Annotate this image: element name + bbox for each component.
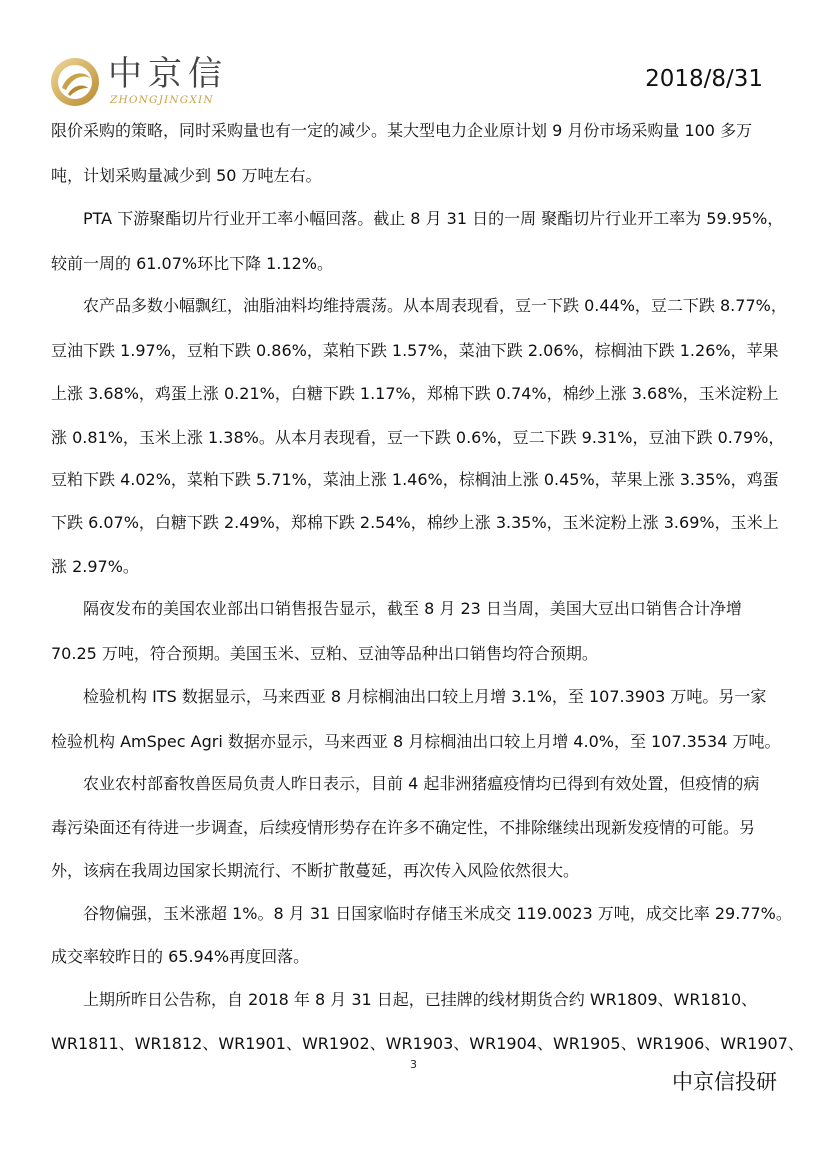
logo-emblem-icon bbox=[48, 54, 102, 108]
text-line: 检验机构 ITS 数据显示，马来西亚 8 月棕榈油出口较上月增 3.1%，至 107.3903 万吨。另一家 bbox=[83, 687, 767, 706]
text-line: 农业农村部畜牧兽医局负责人昨日表示，目前 4 起非洲猪瘟疫情均已得到有效处置，但疫情的病 bbox=[83, 774, 760, 793]
text-line: WR1811、WR1812、WR1901、WR1902、WR1903、WR1904、WR1905、WR1906、WR1907、 bbox=[51, 1034, 804, 1053]
text-line: 下跌 6.07%，白糖下跌 2.49%，郑棉下跌 2.54%，棉纱上涨 3.35%，玉米淀粉上涨 3.69%，玉米上 bbox=[51, 513, 779, 532]
text-line: 农产品多数小幅飘红，油脂油料均维持震荡。从本周表现看，豆一下跌 0.44%，豆二下跌 8.77%， bbox=[83, 296, 787, 315]
text-line: 上期所昨日公告称，自 2018 年 8 月 31 日起，已挂牌的线材期货合约 WR1809、WR1810、 bbox=[83, 990, 758, 1009]
text-line: 豆粕下跌 4.02%，菜粕下跌 5.71%，菜油上涨 1.46%，棕榈油上涨 0.45%，苹果上涨 3.35%，鸡蛋 bbox=[51, 470, 779, 489]
page-header bbox=[48, 54, 778, 118]
text-line: 较前一周的 61.07%环比下降 1.12%。 bbox=[51, 254, 334, 273]
footer-brand: 中京信投研 bbox=[672, 1070, 777, 1094]
text-line: 吨，计划采购量减少到 50 万吨左右。 bbox=[51, 166, 322, 185]
text-line: 毒污染面还有待进一步调查，后续疫情形势存在许多不确定性，不排除继续出现新发疫情的可能。另 bbox=[51, 818, 756, 837]
text-line: 成交率较昨日的 65.94%再度回落。 bbox=[51, 947, 310, 966]
logo-chinese-name: 中京信 bbox=[108, 54, 228, 94]
text-line: 70.25 万吨，符合预期。美国玉米、豆粕、豆油等品种出口销售均符合预期。 bbox=[51, 644, 598, 663]
text-line: 上涨 3.68%，鸡蛋上涨 0.21%，白糖下跌 1.17%，郑棉下跌 0.74%，棉纱上涨 3.68%，玉米淀粉上 bbox=[51, 384, 779, 403]
text-line: 检验机构 AmSpec Agri 数据亦显示，马来西亚 8 月棕榈油出口较上月增 4.0%，至 107.3534 万吨。 bbox=[51, 732, 781, 751]
text-line: 豆油下跌 1.97%，豆粕下跌 0.86%，菜粕下跌 1.57%，菜油下跌 2.06%，棕榈油下跌 1.26%，苹果 bbox=[51, 341, 779, 360]
text-line: 谷物偏强，玉米涨超 1%。8 月 31 日国家临时存储玉米成交 119.0023 万吨，成交比率 29.77%。 bbox=[83, 904, 792, 923]
report-date: 2018/8/31 bbox=[645, 66, 763, 92]
text-line: 涨 0.81%，玉米上涨 1.38%。从本月表现看，豆一下跌 0.6%，豆二下跌 9.31%，豆油下跌 0.79%， bbox=[51, 428, 785, 447]
text-line: PTA 下游聚酯切片行业开工率小幅回落。截止 8 月 31 日的一周 聚酯切片行业开工率为 59.95%， bbox=[83, 209, 784, 228]
text-line: 外，该病在我周边国家长期流行、不断扩散蔓延，再次传入风险依然很大。 bbox=[51, 861, 580, 880]
page-number: 3 bbox=[410, 1058, 417, 1071]
logo-english-name: ZHONGJINGXIN bbox=[110, 94, 214, 106]
company-logo bbox=[48, 54, 228, 108]
text-line: 涨 2.97%。 bbox=[51, 557, 139, 576]
text-line: 隔夜发布的美国农业部出口销售报告显示，截至 8 月 23 日当周，美国大豆出口销售合计净增 bbox=[83, 599, 742, 618]
text-line: 限价采购的策略，同时采购量也有一定的减少。某大型电力企业原计划 9 月份市场采购量 100 多万 bbox=[51, 121, 753, 140]
